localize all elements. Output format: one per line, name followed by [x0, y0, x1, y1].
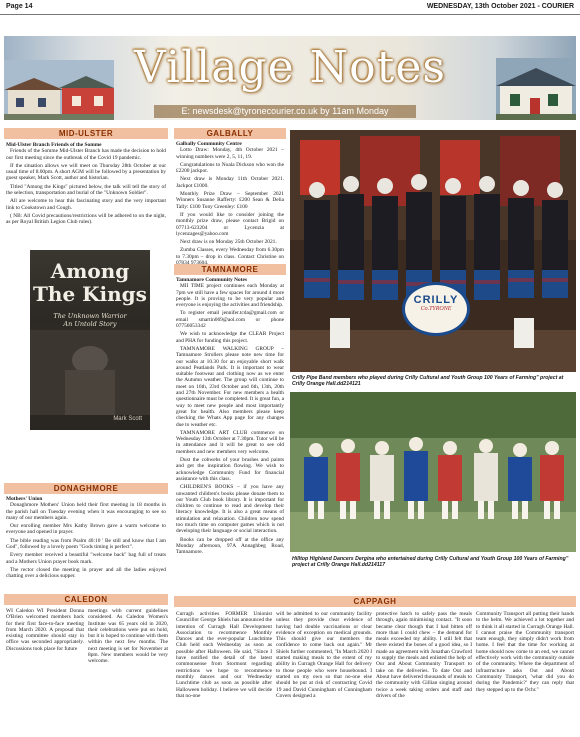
paragraph: TAMNAMORE WALKING GROUP – Tamnamore Strollers please note new time for our walks at 10.30 for an enjoyable short walk around Peatlands Park. It is important to wear suitable footwear and clothing now as we enter the Autumn weather. The group will continue to meet on 16th, 23rd October and 6th, 13th, 20th and 27th November. For new members a health questionnaire must be completed. It is great fun, a way to meet new people and most importantly great for health. Also members please keep checking the Whats App page for any changes due to weather etc.: [176, 345, 284, 428]
mid-ulster-article: [6, 142, 166, 248]
drum-subtext: Co.TYRONE: [420, 306, 452, 312]
mid-ulster-heading: Mid-Ulster Branch Friends of the Somme: [6, 142, 102, 148]
paragraph: TAMNAMORE ART CLUB commence on Wednesday 13th October at 7.30pm. Tutor will be in attendance and it will be great to see old members and new members very welcome.: [176, 429, 284, 455]
paragraph: Lotto Draw: Monday, 4th October 2021 – winning numbers were 2, 5, 11, 19.: [176, 147, 284, 160]
cappagh-column-4: Community Transport all putting their hands to the helm. We achieved a lot together and to think it all started in Curragh Orange Hall. I cannot praise the Community transport team enough, they simply didn't work from home. I feel that the time for working at home should now come to an end, we cannot effectively work with the community outside of the community. Where the department of infrastructure asks Out and About Community Transport, 'what did you do during the Pandemic?' they can reply that they stepped up to the Ochr.": [476, 611, 574, 693]
paragraph: Books can be dropped off at the office any Monday afternoon, 97A Annaghbeg Road, Tamnamore.: [176, 536, 284, 556]
paragraph: The bible reading was from Psalm 40:10 ' Be still and know that I am God", followed by a lovely poem "Gods timing is perfect".: [6, 537, 166, 551]
soldier-silhouette-illustration: [30, 330, 150, 430]
section-header-cappagh: CAPPAGH: [174, 596, 576, 607]
book-author: Mark Scott: [113, 416, 142, 422]
paragraph: Monthly Prize Draw – September 2021 Winners Susanne Rafferty: £200 Sean & Delia Tally: £100 Tony Greenley: £100: [176, 191, 284, 210]
paragraph: Every member received a beautiful "welcome back" bag full of treats and a Mothers Union prayer book mark.: [6, 552, 166, 565]
issue-date: WEDNESDAY, 13th October 2021 - COURIER: [426, 3, 574, 10]
galbally-article: [176, 141, 284, 267]
highland-dancers-photo: [290, 392, 576, 552]
paragraph: Next draw is on Monday 25th October 2021.: [180, 239, 277, 246]
paragraph: All are welcome to hear this fascinating story and the very important link to Cookstown and Cough.: [6, 198, 166, 211]
paragraph: If you would like to consider joining the monthly prize draw, please contact Brigid on 07713-623204 or Lycenzia at lycenzages@yahoo.com: [176, 211, 284, 237]
paragraph: Friends of the Somme Mid-Ulster Branch has made the decision to hold our first meeting since the outbreak of the Covid 19 pandemic.: [6, 148, 166, 161]
section-header-galbally: GALBALLY: [174, 128, 286, 139]
book-subtitle: The Unknown Warrior An Untold Story: [53, 312, 127, 328]
paragraph: The rector closed the meeting in prayer and all the ladies enjoyed chatting over a delicious supper.: [6, 566, 166, 580]
bass-drum: [402, 282, 470, 336]
section-header-caledon: CALEDON: [4, 594, 168, 605]
paragraph: Dust the cobwebs of your brushes and paints and get the inspiration flowing. We wish to acknowledge Community Fund for financial assistance with this class.: [176, 457, 284, 482]
page-number: Page 14: [6, 3, 33, 10]
book-cover-among-the-kings: [30, 250, 150, 430]
paragraph: MII TIME project continues each Monday at 7pm we still have a few spaces for around 4 more people. It is proving to be very popular and everyone is enjoying the activities and friendship.: [176, 283, 284, 309]
page-header: [0, 0, 580, 15]
section-header-mid-ulster: MID-ULSTER: [4, 128, 168, 139]
pipe-band-photo: [290, 130, 576, 372]
highland-dancers-illustration: [290, 392, 576, 552]
cappagh-column-3: protective hatch to safely pass the meals through, again minimising contact. "It soon became clear though that I had bitten off more than I could chew – the demand for meals exceeded my ability. I still felt that there existed the bones of a good idea, so I made an agreement with Jonathan Crawford to supply the meals and enlisted the help of Our and About Community Transport to take on the deliveries. To date Out and About have delivered thousands of meals to the community with Gillian singing around twice a week taking orders and staff and drivers of the: [376, 611, 472, 699]
paragraph: Next draw is Monday 11th October 2021. Jackpot £1000.: [176, 176, 284, 189]
tamnamore-article: [176, 277, 284, 591]
cappagh-column-1: Curragh activities FORMER Unionist Councillor George Shiels has announced the intention of Curragh Hall Development Association to recommence Monthly Dances and the ever-popular Lunchtime Club held each Wednesday as soon as possible after Halloween. He said, "Since I have notified the detail of the latest commonsense from Stormont regarding restrictions we hope to recommence monthly dances and our Wednesday Lunchtime club as soon as possible after Halloween holiday. I believe we will decide that no-one: [176, 611, 272, 699]
paragraph: We wish to acknowledge the CLEAR Project and PHA for funding this project.: [176, 331, 284, 344]
banner-title: Village Notes: [134, 42, 446, 93]
paragraph: Titled "Among the Kings" pictured below, the talk will tell the story of the selection, transportation and burial of the "Unknown Soldier".: [6, 183, 166, 197]
paragraph: ( NB: All Covid precautions/restrictions will be adhered to on the night, as per Royal British Legion Club rules).: [6, 212, 166, 226]
banner-email: E: newsdesk@tyronecourier.co.uk by 11am Monday: [154, 105, 416, 118]
galbally-heading: Galbally Community Centre: [176, 141, 242, 147]
section-header-donaghmore: DONAGHMORE: [4, 483, 168, 494]
paragraph: Donaghmore Mothers' Union held their first meeting in 18 months in the parish hall on Tuesday evening when it was encouraging to see so many of our members again.: [6, 502, 166, 521]
pipe-band-caption: Crilly Pipe Band members who played during Crilly Cultural and Youth Group 100 Years of Farming" project at Crilly Orange Hall.dd214121: [292, 375, 564, 388]
section-header-tamnamore: TAMNAMORE: [174, 264, 286, 275]
paragraph: Our enrolling member Mrs Kathy Brown gave a warm welcome to everyone and opened in prayer.: [6, 523, 166, 536]
paragraph: To register email jennifer.tcda@gmail.com or email smartin069@aol.com or phone 07756053342: [176, 310, 284, 330]
paragraph: Congratulations to Noala Dickson who won the £2200 jackpot.: [176, 161, 284, 175]
village-notes-banner: [4, 36, 576, 120]
tamnamore-heading: Tamnamore Community Notes: [176, 277, 247, 283]
paragraph: Zumba Classes, every Wednesday from 6.30pm to 7.30pm – drop in class. Contact Christine on 07834 973604.: [176, 247, 284, 267]
donaghmore-heading: Mothers' Union: [6, 496, 43, 502]
cappagh-column-2: will be admitted to our community facility unless they provide clear evidence of having had double vaccinations or clear evidence of exception on medical grounds. This should give our members the confidence to come back out again." Mr Shiels further commented, "In March 2020 I started making meals to the extent of my ability in Curragh Orange Hall for delivery to those people who were housebound. I started on my own so that no-one else should be put at risk of contracting Covid 19 and David Cunningham of Cunningham Covers designed a: [276, 611, 372, 699]
caledon-column-1: WI Caledon WI President Donna O'Brien welcomed members back for their first face-to-face meeting from March 2020. A proposal that existing committee should stay in office was seconded appropriately. Discussions took place for future: [6, 608, 84, 652]
paragraph: If the situation allows we will meet on Thursday 28th October at our usual time of 8.00pm. A short AGM will be followed by a presentation by guest speaker, Mark Scott, author and historian.: [6, 162, 166, 182]
drum-text: CRILLY: [413, 294, 459, 306]
paragraph: CHILDREN'S BOOKS – if you have any unwanted children's books please donate them to our Youth Club book library. It is important for children to continue to read and develop their literacy knowledge. It is also a great means of stimulation and relaxation. Children now spend too much time on computer games which is not developing their language or social interaction.: [176, 484, 284, 535]
highland-dancers-caption: Hilltop Highland Dancers Dergina who entertained during Crilly Cultural and Youth Group 100 Years of Farming" project at Crilly Orange Hall.dd214117: [292, 556, 569, 569]
caledon-column-2: meetings with current guidelines considered. As Caledon Women's Institute was 65 years old in 2020, their celebrations were put on hold, but it is hoped to continue with them within the next few months. The next meeting is set for November at 8pm. New members would be very welcome.: [88, 608, 168, 665]
donaghmore-article: [6, 496, 166, 590]
book-title: Among The Kings: [33, 259, 147, 306]
